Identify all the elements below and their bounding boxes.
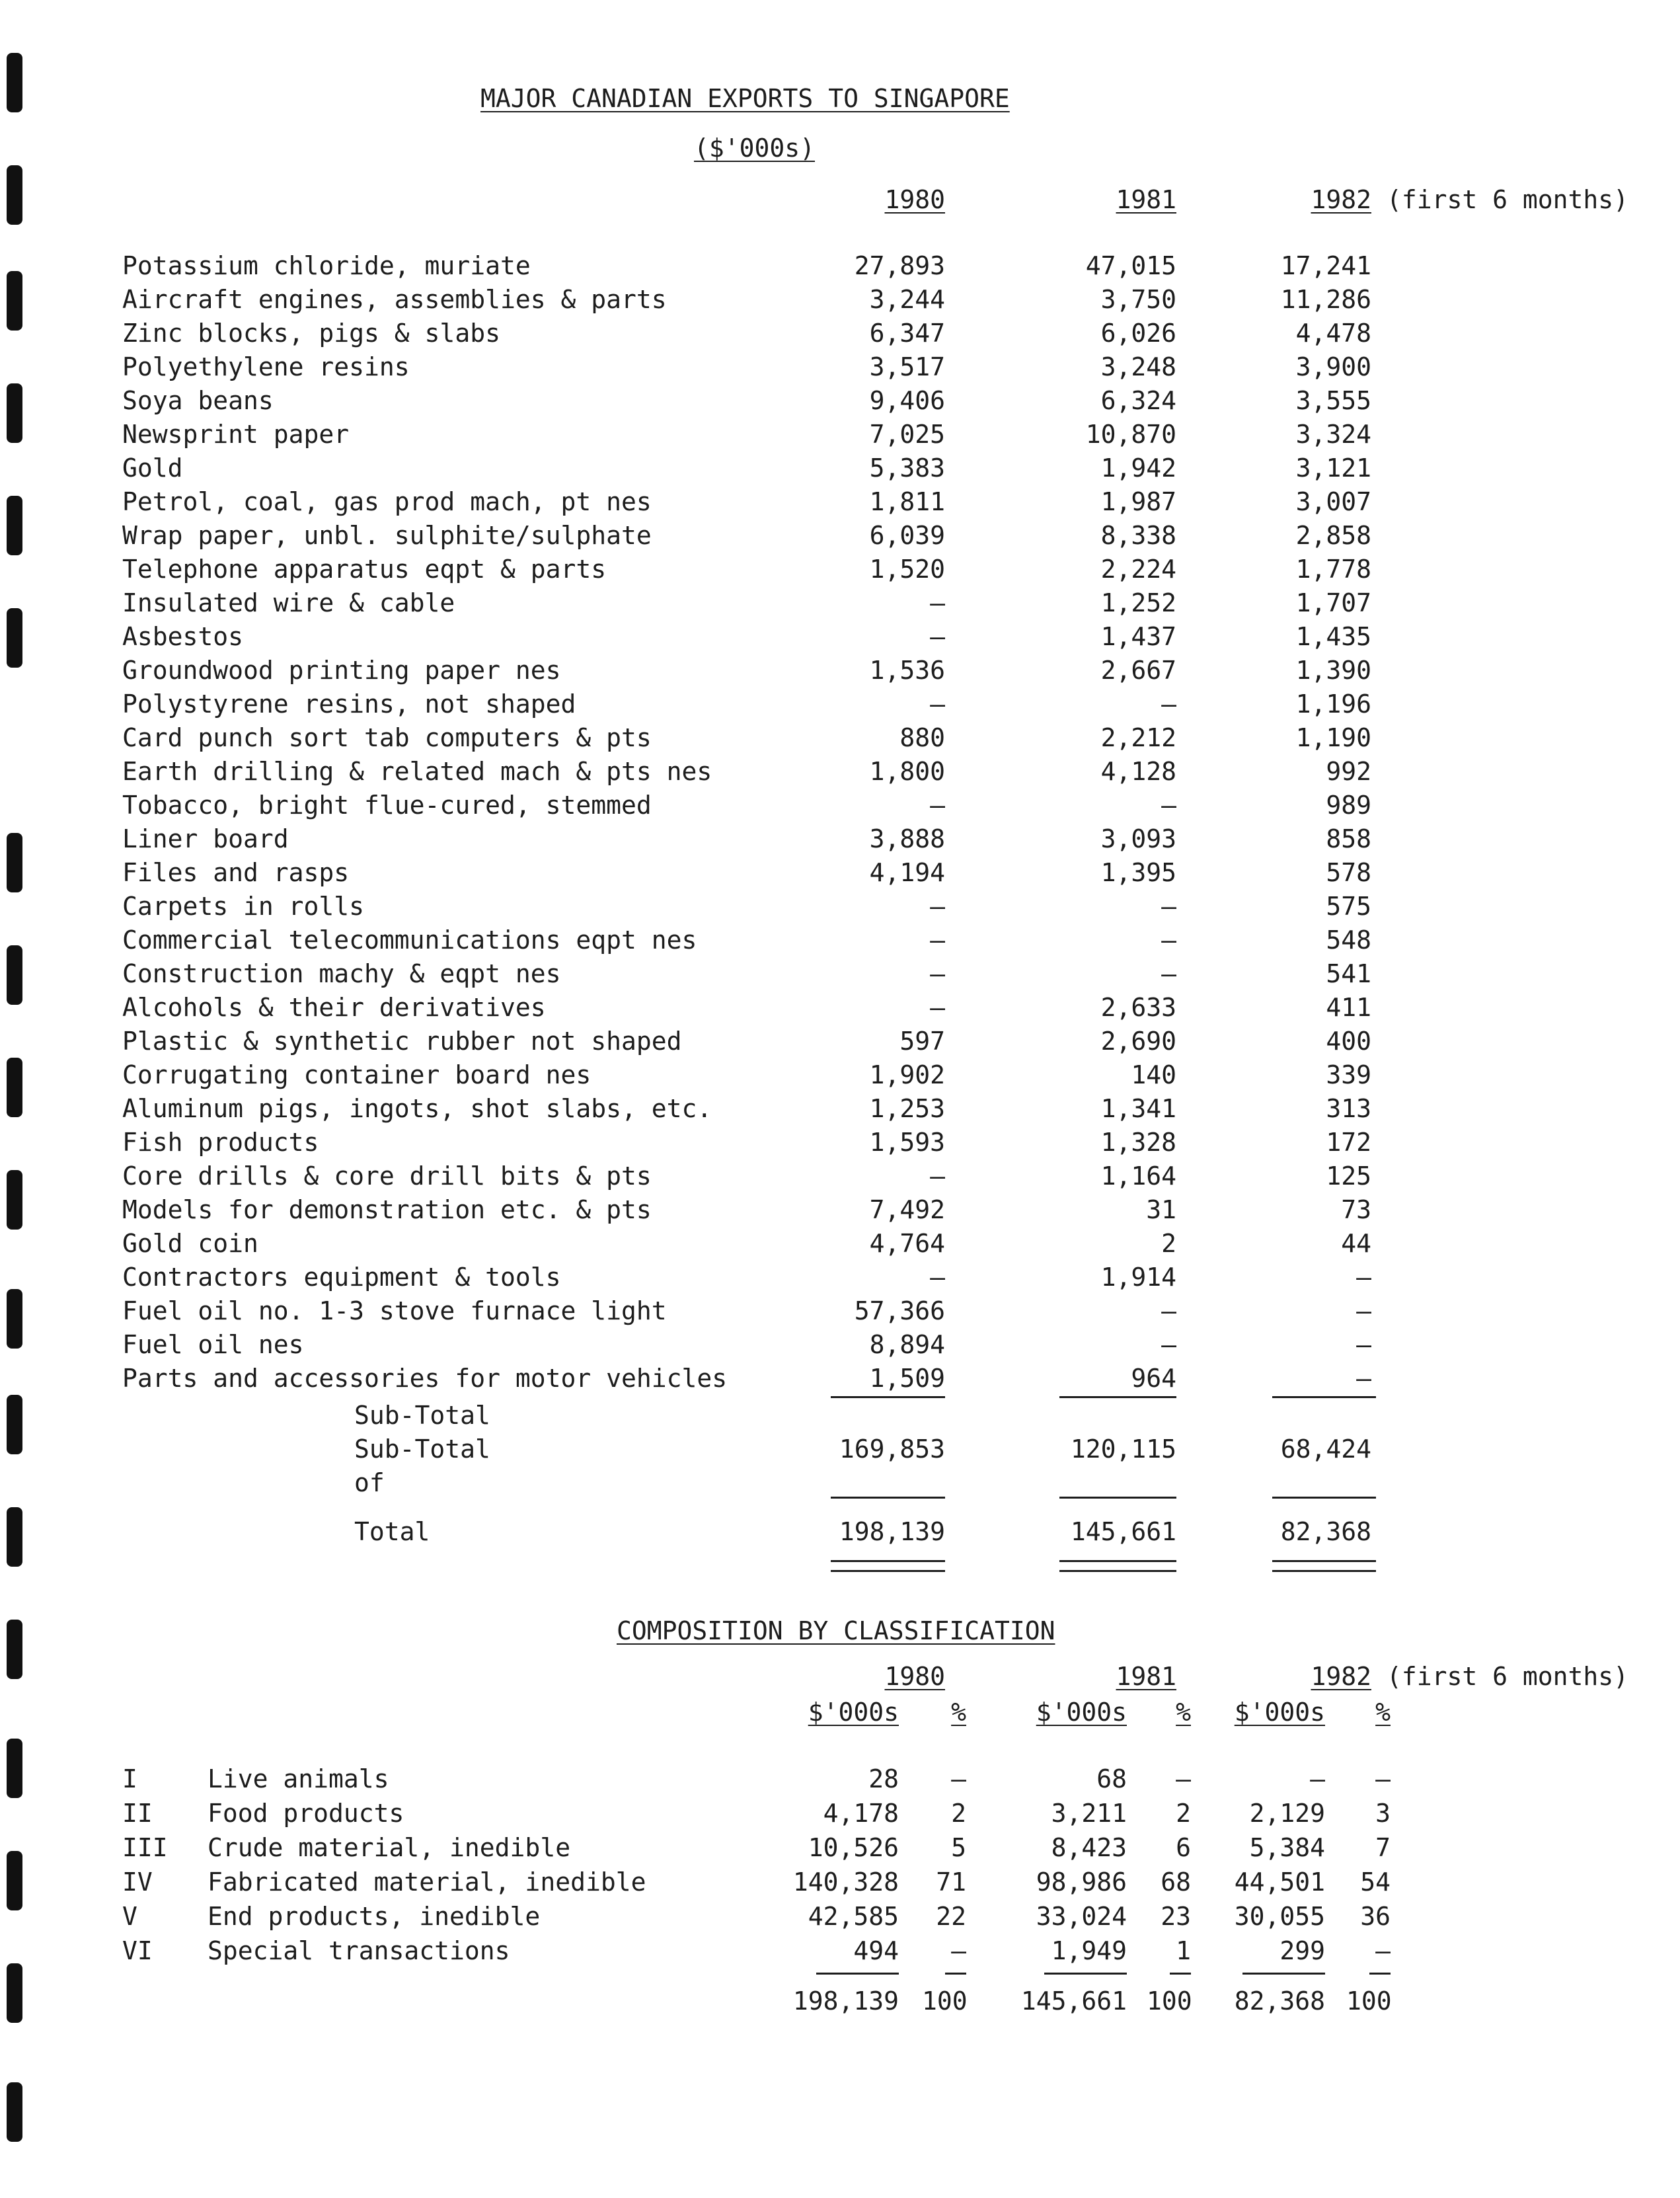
item-name: Groundwood printing paper nes [122, 656, 561, 685]
comp-col-pct-1981: % [1176, 1698, 1191, 1727]
binder-hole [7, 1395, 22, 1454]
value-1980: 3,888 [869, 824, 945, 853]
rule [1272, 1497, 1376, 1499]
value-1981: 2,633 [1100, 993, 1176, 1022]
rule [1369, 1973, 1391, 1975]
value-1981: – [1161, 925, 1176, 955]
value-1980: 5,383 [869, 453, 945, 483]
value-1980: 1,902 [869, 1060, 945, 1089]
binder-hole [7, 383, 22, 443]
value-1980: 28 [868, 1764, 899, 1793]
rule [1059, 1396, 1176, 1398]
subtotal-label: of [354, 1468, 385, 1497]
pct-1982: – [1375, 1936, 1391, 1965]
value-1980: – [930, 689, 945, 719]
value-1980: 140,328 [792, 1867, 899, 1897]
value-1982: 3,555 [1295, 386, 1371, 415]
class-number: V [122, 1902, 137, 1931]
unit-label: ($'000s) [694, 134, 816, 163]
item-name: Fish products [122, 1128, 319, 1157]
item-name: Tobacco, bright flue-cured, stemmed [122, 791, 652, 820]
item-name: Plastic & synthetic rubber not shaped [122, 1027, 682, 1056]
total-label: Total [354, 1517, 430, 1546]
value-1982: 858 [1326, 824, 1371, 853]
value-1982: 1,435 [1295, 622, 1371, 651]
value-1981: 1,942 [1100, 453, 1176, 483]
item-name: Alcohols & their derivatives [122, 993, 546, 1022]
value-1982: 11,286 [1280, 285, 1371, 314]
value-1981: – [1161, 791, 1176, 820]
item-name: Corrugating container board nes [122, 1060, 592, 1089]
value-1982: 541 [1326, 959, 1371, 988]
class-label: Special transactions [208, 1936, 510, 1965]
pct-1980: 2 [951, 1799, 966, 1828]
value-1980: – [930, 1263, 945, 1292]
value-1980: 1,800 [869, 757, 945, 786]
value-1980: 9,406 [869, 386, 945, 415]
item-name: Aluminum pigs, ingots, shot slabs, etc. [122, 1094, 712, 1123]
rule [1059, 1497, 1176, 1499]
value-1982: 1,196 [1295, 689, 1371, 719]
value-1980: – [930, 993, 945, 1022]
value-1982: 4,478 [1295, 319, 1371, 348]
item-name: Potassium chloride, muriate [122, 251, 531, 280]
class-number: II [122, 1799, 153, 1828]
total-1981: 145,661 [1070, 1517, 1176, 1546]
class-label: Crude material, inedible [208, 1833, 571, 1862]
value-1982: 73 [1341, 1195, 1371, 1224]
class-label: Fabricated material, inedible [208, 1867, 646, 1897]
value-1982: 339 [1326, 1060, 1371, 1089]
value-1981: 1,914 [1100, 1263, 1176, 1292]
item-name: Polyethylene resins [122, 352, 410, 381]
value-1982: 2,129 [1249, 1799, 1325, 1828]
binder-hole [7, 1620, 22, 1679]
value-1982: 3,324 [1295, 420, 1371, 449]
class-label: Live animals [208, 1764, 389, 1793]
value-1981: 3,093 [1100, 824, 1176, 853]
double-rule [1272, 1570, 1376, 1572]
value-1982: 125 [1326, 1161, 1371, 1191]
year-header-1980: 1980 [884, 185, 945, 214]
pct-1980: – [951, 1764, 966, 1793]
value-1980: – [930, 959, 945, 988]
value-1980: 10,526 [808, 1833, 899, 1862]
rule [1170, 1973, 1191, 1975]
value-1980: – [930, 622, 945, 651]
value-1981: 10,870 [1085, 420, 1176, 449]
pct-1980: – [951, 1936, 966, 1965]
binder-hole [7, 53, 22, 112]
item-name: Asbestos [122, 622, 244, 651]
value-1982: 44,501 [1234, 1867, 1325, 1897]
value-1982: – [1356, 1263, 1371, 1292]
rule [945, 1973, 966, 1975]
binder-hole [7, 1739, 22, 1798]
item-name: Petrol, coal, gas prod mach, pt nes [122, 487, 652, 516]
item-name: Contractors equipment & tools [122, 1263, 561, 1292]
rule [816, 1973, 899, 1975]
pct-1982: – [1375, 1764, 1391, 1793]
value-1981: – [1161, 1296, 1176, 1325]
value-1980: – [930, 892, 945, 921]
value-1982: 5,384 [1249, 1833, 1325, 1862]
value-1981: 47,015 [1085, 251, 1176, 280]
value-1980: 4,178 [823, 1799, 899, 1828]
class-label: Food products [208, 1799, 404, 1828]
class-label: End products, inedible [208, 1902, 541, 1931]
value-1980: 6,347 [869, 319, 945, 348]
value-1981: 140 [1131, 1060, 1176, 1089]
value-1982: 1,390 [1295, 656, 1371, 685]
value-1981: 964 [1131, 1364, 1176, 1393]
comp-total-pct-1981: 100 [1147, 1986, 1192, 2016]
value-1981: 1,164 [1100, 1161, 1176, 1191]
class-number: I [122, 1764, 137, 1793]
comp-total-1982: 82,368 [1234, 1986, 1325, 2016]
comp-col-pct-1980: % [951, 1698, 966, 1727]
binder-hole [7, 1170, 22, 1230]
value-1982: 1,190 [1295, 723, 1371, 752]
pct-1981: – [1176, 1764, 1191, 1793]
binder-hole [7, 165, 22, 225]
binder-hole [7, 833, 22, 892]
comp-year-1981: 1981 [1116, 1662, 1176, 1691]
item-name: Liner board [122, 824, 289, 853]
value-1980: 494 [853, 1936, 899, 1965]
value-1982: 992 [1326, 757, 1371, 786]
value-1981: – [1161, 959, 1176, 988]
rule [831, 1396, 945, 1398]
rule [1242, 1973, 1325, 1975]
pct-1982: 54 [1360, 1867, 1391, 1897]
comp-total-1980: 198,139 [792, 1986, 899, 2016]
value-1981: 1,949 [1051, 1936, 1127, 1965]
item-name: Models for demonstration etc. & pts [122, 1195, 652, 1224]
double-rule [1272, 1560, 1376, 1562]
value-1980: 27,893 [854, 251, 945, 280]
double-rule [831, 1570, 945, 1572]
value-1980: 1,509 [869, 1364, 945, 1393]
value-1982: 400 [1326, 1027, 1371, 1056]
year-note: (first 6 months) [1387, 185, 1629, 214]
value-1980: 1,593 [869, 1128, 945, 1157]
comp-total-pct-1980: 100 [922, 1986, 968, 2016]
value-1981: 2,212 [1100, 723, 1176, 752]
item-name: Gold [122, 453, 183, 483]
binder-hole [7, 1058, 22, 1117]
value-1981: 1,328 [1100, 1128, 1176, 1157]
value-1980: 4,764 [869, 1229, 945, 1258]
value-1980: 8,894 [869, 1330, 945, 1359]
rule [1272, 1396, 1376, 1398]
binder-hole [7, 271, 22, 331]
item-name: Construction machy & eqpt nes [122, 959, 561, 988]
value-1982: 575 [1326, 892, 1371, 921]
value-1981: 2,690 [1100, 1027, 1176, 1056]
composition-title: COMPOSITION BY CLASSIFICATION [617, 1616, 1055, 1645]
value-1981: 1,395 [1100, 858, 1176, 887]
value-1981: 98,986 [1036, 1867, 1127, 1897]
value-1981: – [1161, 892, 1176, 921]
value-1982: – [1356, 1296, 1371, 1325]
value-1982: 2,858 [1295, 521, 1371, 550]
comp-col-pct-1982: % [1375, 1698, 1391, 1727]
value-1982: 411 [1326, 993, 1371, 1022]
double-rule [1059, 1560, 1176, 1562]
item-name: Newsprint paper [122, 420, 350, 449]
value-1980: 880 [899, 723, 945, 752]
value-1981: 8,338 [1100, 521, 1176, 550]
value-1982: 989 [1326, 791, 1371, 820]
item-name: Fuel oil no. 1-3 stove furnace light [122, 1296, 667, 1325]
comp-total-pct-1982: 100 [1346, 1986, 1392, 2016]
value-1981: 33,024 [1036, 1902, 1127, 1931]
comp-col-value-1980: $'000s [808, 1698, 899, 1727]
comp-year-1982: 1982 [1311, 1662, 1371, 1691]
pct-1982: 7 [1375, 1833, 1391, 1862]
value-1981: 6,026 [1100, 319, 1176, 348]
class-number: III [122, 1833, 168, 1862]
binder-hole [7, 1507, 22, 1567]
value-1980: 1,520 [869, 555, 945, 584]
value-1980: – [930, 588, 945, 617]
total-1982: 82,368 [1280, 1517, 1371, 1546]
value-1981: 3,248 [1100, 352, 1176, 381]
rule [1044, 1973, 1127, 1975]
class-number: IV [122, 1867, 153, 1897]
comp-col-value-1982: $'000s [1234, 1698, 1325, 1727]
binder-hole [7, 1851, 22, 1910]
item-name: Commercial telecommunications eqpt nes [122, 925, 697, 955]
value-1980: – [930, 791, 945, 820]
item-name: Core drills & core drill bits & pts [122, 1161, 652, 1191]
subtotal-label: Sub-Total [354, 1401, 490, 1430]
comp-year-1980: 1980 [884, 1662, 945, 1691]
value-1981: 3,750 [1100, 285, 1176, 314]
value-1980: 1,811 [869, 487, 945, 516]
class-number: VI [122, 1936, 153, 1965]
subtotal-1981: 120,115 [1070, 1434, 1176, 1464]
item-name: Fuel oil nes [122, 1330, 304, 1359]
pct-1980: 5 [951, 1833, 966, 1862]
item-name: Polystyrene resins, not shaped [122, 689, 576, 719]
pct-1980: 22 [936, 1902, 966, 1931]
page-title: MAJOR CANADIAN EXPORTS TO SINGAPORE [480, 84, 1010, 113]
item-name: Soya beans [122, 386, 274, 415]
binder-hole [7, 1963, 22, 2023]
rule [831, 1497, 945, 1499]
value-1982: 44 [1341, 1229, 1371, 1258]
pct-1981: 23 [1161, 1902, 1191, 1931]
pct-1981: 2 [1176, 1799, 1191, 1828]
value-1980: 3,244 [869, 285, 945, 314]
value-1981: – [1161, 1330, 1176, 1359]
value-1982: 3,007 [1295, 487, 1371, 516]
value-1981: 3,211 [1051, 1799, 1127, 1828]
value-1980: 7,025 [869, 420, 945, 449]
value-1980: 7,492 [869, 1195, 945, 1224]
binder-hole [7, 496, 22, 555]
value-1982: 172 [1326, 1128, 1371, 1157]
item-name: Card punch sort tab computers & pts [122, 723, 652, 752]
value-1981: 1,341 [1100, 1094, 1176, 1123]
item-name: Wrap paper, unbl. sulphite/sulphate [122, 521, 652, 550]
value-1982: 3,900 [1295, 352, 1371, 381]
binder-hole [7, 608, 22, 668]
binder-hole [7, 945, 22, 1005]
value-1980: 3,517 [869, 352, 945, 381]
value-1981: 1,252 [1100, 588, 1176, 617]
comp-year-note: (first 6 months) [1387, 1662, 1629, 1691]
pct-1980: 71 [936, 1867, 966, 1897]
value-1981: 2,224 [1100, 555, 1176, 584]
value-1980: 4,194 [869, 858, 945, 887]
value-1980: 42,585 [808, 1902, 899, 1931]
subtotal-label: Sub-Total [354, 1434, 490, 1464]
item-name: Parts and accessories for motor vehicles [122, 1364, 728, 1393]
pct-1982: 3 [1375, 1799, 1391, 1828]
double-rule [831, 1560, 945, 1562]
value-1980: 6,039 [869, 521, 945, 550]
pct-1982: 36 [1360, 1902, 1391, 1931]
value-1981: 1,437 [1100, 622, 1176, 651]
item-name: Files and rasps [122, 858, 350, 887]
value-1980: 597 [899, 1027, 945, 1056]
item-name: Earth drilling & related mach & pts nes [122, 757, 712, 786]
value-1980: – [930, 925, 945, 955]
value-1982: – [1356, 1330, 1371, 1359]
subtotal-1982: 68,424 [1280, 1434, 1371, 1464]
value-1981: 31 [1146, 1195, 1176, 1224]
year-header-1982: 1982 [1311, 185, 1371, 214]
value-1982: 1,778 [1295, 555, 1371, 584]
item-name: Aircraft engines, assemblies & parts [122, 285, 667, 314]
item-name: Gold coin [122, 1229, 258, 1258]
subtotal-1980: 169,853 [839, 1434, 945, 1464]
value-1982: 313 [1326, 1094, 1371, 1123]
value-1982: – [1356, 1364, 1371, 1393]
value-1981: 2 [1161, 1229, 1176, 1258]
value-1982: – [1310, 1764, 1325, 1793]
value-1982: 548 [1326, 925, 1371, 955]
item-name: Carpets in rolls [122, 892, 365, 921]
value-1981: 8,423 [1051, 1833, 1127, 1862]
total-1980: 198,139 [839, 1517, 945, 1546]
value-1980: 1,253 [869, 1094, 945, 1123]
value-1982: 3,121 [1295, 453, 1371, 483]
binder-hole [7, 1289, 22, 1349]
year-header-1981: 1981 [1116, 185, 1176, 214]
item-name: Zinc blocks, pigs & slabs [122, 319, 500, 348]
pct-1981: 1 [1176, 1936, 1191, 1965]
value-1982: 17,241 [1280, 251, 1371, 280]
comp-col-value-1981: $'000s [1036, 1698, 1127, 1727]
value-1980: 1,536 [869, 656, 945, 685]
item-name: Telephone apparatus eqpt & parts [122, 555, 607, 584]
pct-1981: 68 [1161, 1867, 1191, 1897]
value-1980: 57,366 [854, 1296, 945, 1325]
value-1981: 1,987 [1100, 487, 1176, 516]
item-name: Insulated wire & cable [122, 588, 455, 617]
value-1982: 578 [1326, 858, 1371, 887]
value-1981: 4,128 [1100, 757, 1176, 786]
value-1982: 1,707 [1295, 588, 1371, 617]
pct-1981: 6 [1176, 1833, 1191, 1862]
value-1980: – [930, 1161, 945, 1191]
value-1982: 299 [1279, 1936, 1325, 1965]
value-1981: – [1161, 689, 1176, 719]
value-1982: 30,055 [1234, 1902, 1325, 1931]
value-1981: 68 [1096, 1764, 1127, 1793]
value-1981: 2,667 [1100, 656, 1176, 685]
binder-hole [7, 2082, 22, 2142]
comp-total-1981: 145,661 [1020, 1986, 1127, 2016]
double-rule [1059, 1570, 1176, 1572]
value-1981: 6,324 [1100, 386, 1176, 415]
